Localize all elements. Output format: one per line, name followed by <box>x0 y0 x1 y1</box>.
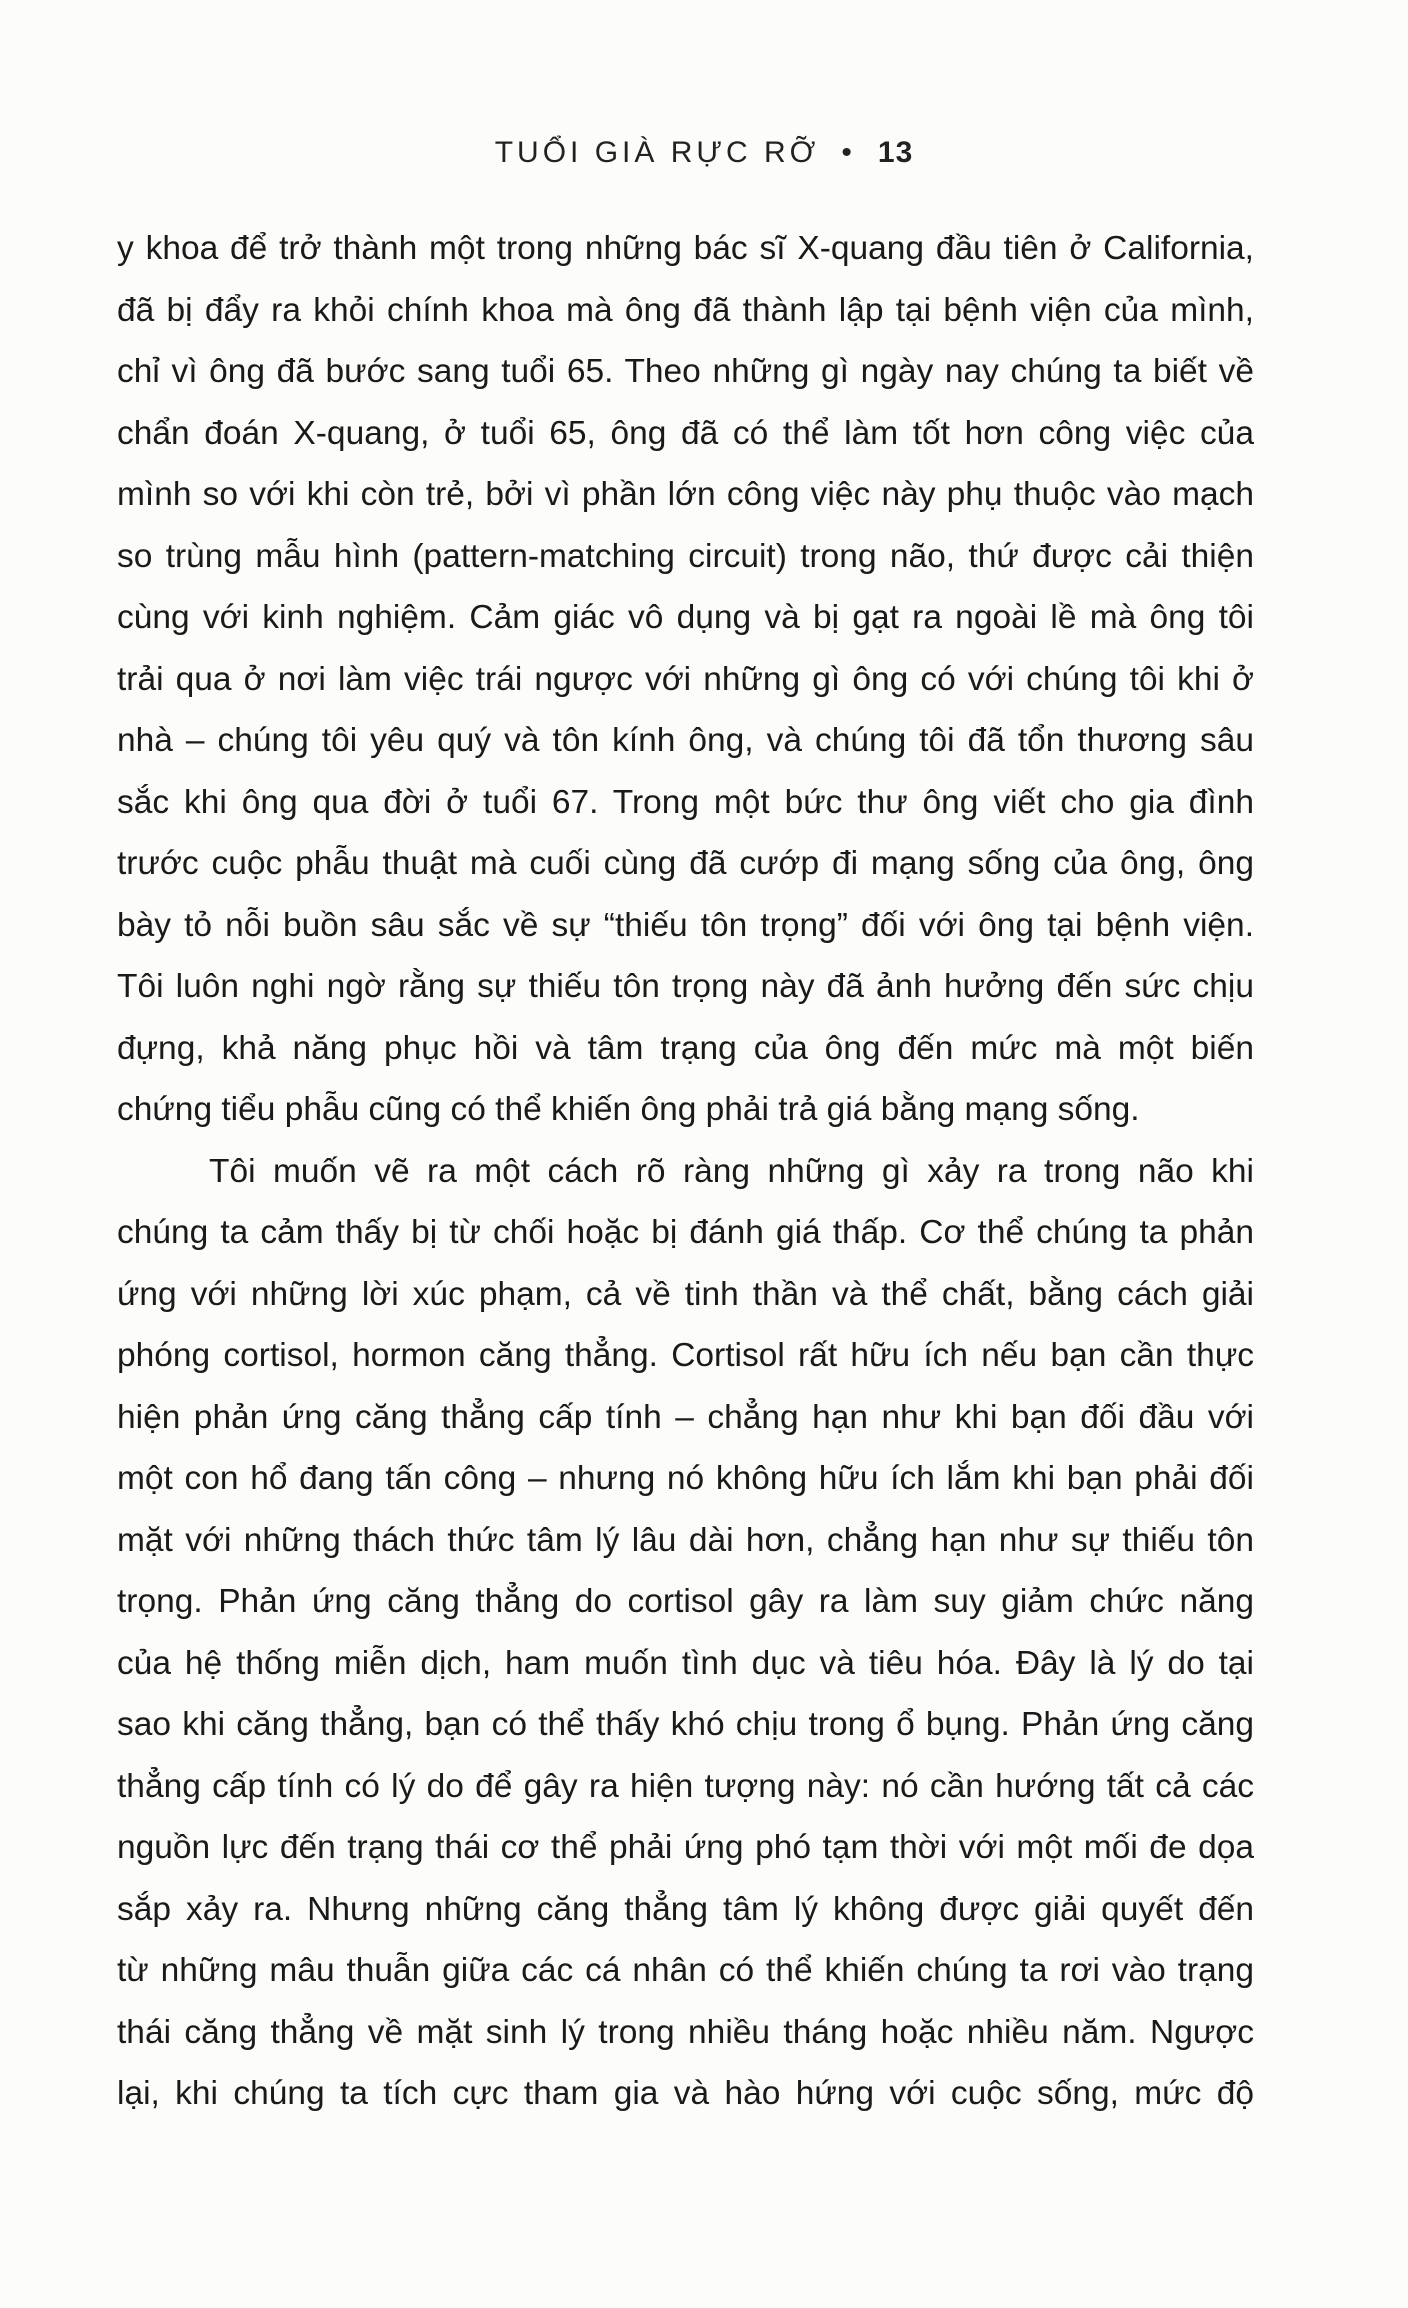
text-line: ứng với những lời xúc phạm, cả về tinh thần và thể chất, bằng cách giải <box>117 1275 1254 1313</box>
text-line: nguồn lực đến trạng thái cơ thể phải ứng phó tạm thời với một mối đe dọa <box>117 1829 1254 1866</box>
body-text <box>117 218 1254 2125</box>
text-line: mặt với những thách thức tâm lý lâu dài hơn, chẳng hạn như sự thiếu tôn <box>117 1521 1254 1559</box>
text-line: chúng ta cảm thấy bị từ chối hoặc bị đánh giá thấp. Cơ thể chúng ta phản <box>117 1214 1254 1251</box>
text-line: trước cuộc phẫu thuật mà cuối cùng đã cướp đi mạng sống của ông, ông <box>117 845 1254 882</box>
text-line: mình so với khi còn trẻ, bởi vì phần lớn công việc này phụ thuộc vào mạch <box>117 476 1254 513</box>
text-line: sao khi căng thẳng, bạn có thể thấy khó chịu trong ổ bụng. Phản ứng căng <box>117 1706 1254 1743</box>
text-line: trọng. Phản ứng căng thẳng do cortisol gây ra làm suy giảm chức năng <box>117 1583 1254 1620</box>
text-line: bày tỏ nỗi buồn sâu sắc về sự “thiếu tôn trọng” đối với ông tại bệnh viện. <box>117 906 1254 944</box>
header-title: TUỔI GIÀ RỰC RỠ <box>494 136 820 169</box>
text-line: cùng với kinh nghiệm. Cảm giác vô dụng và bị gạt ra ngoài lề mà ông tôi <box>117 599 1254 636</box>
text-line: một con hổ đang tấn công – nhưng nó không hữu ích lắm khi bạn phải đối <box>117 1460 1254 1497</box>
text-line: thẳng cấp tính có lý do để gây ra hiện tượng này: nó cần hướng tất cả các <box>117 1767 1254 1805</box>
text-line: sắp xảy ra. Nhưng những căng thẳng tâm lý không được giải quyết đến <box>117 1890 1254 1928</box>
text-line: hiện phản ứng căng thẳng cấp tính – chẳng hạn như khi bạn đối đầu với <box>117 1398 1254 1436</box>
text-line: y khoa để trở thành một trong những bác sĩ X-quang đầu tiên ở California, <box>117 230 1254 267</box>
text-line: trải qua ở nơi làm việc trái ngược với những gì ông có với chúng tôi khi ở <box>117 660 1254 698</box>
paragraph-end-line: chứng tiểu phẫu cũng có thể khiến ông phải trả giá bằng mạng sống. <box>117 1091 1140 1128</box>
text-line: phóng cortisol, hormon căng thẳng. Cortisol rất hữu ích nếu bạn cần thực <box>117 1337 1254 1374</box>
text-line: đã bị đẩy ra khỏi chính khoa mà ông đã thành lập tại bệnh viện của mình, <box>117 291 1254 329</box>
text-line: của hệ thống miễn dịch, ham muốn tình dục và tiêu hóa. Đây là lý do tại <box>117 1644 1254 1682</box>
text-line: sắc khi ông qua đời ở tuổi 67. Trong một bức thư ông viết cho gia đình <box>117 783 1254 821</box>
text-line: chẩn đoán X-quang, ở tuổi 65, ông đã có thể làm tốt hơn công việc của <box>117 414 1254 452</box>
text-line: Tôi luôn nghi ngờ rằng sự thiếu tôn trọng này đã ảnh hưởng đến sức chịu <box>117 968 1254 1005</box>
text-line: thái căng thẳng về mặt sinh lý trong nhiều tháng hoặc nhiều năm. Ngược <box>117 2013 1254 2051</box>
running-header <box>0 136 1408 170</box>
text-line: so trùng mẫu hình (pattern-matching circuit) trong não, thứ được cải thiện <box>117 537 1254 575</box>
page-number: 13 <box>877 136 914 169</box>
text-line: nhà – chúng tôi yêu quý và tôn kính ông, và chúng tôi đã tổn thương sâu <box>117 722 1254 759</box>
text-line: từ những mâu thuẫn giữa các cá nhân có thể khiến chúng ta rơi vào trạng <box>117 1952 1254 1989</box>
text-line: lại, khi chúng ta tích cực tham gia và hào hứng với cuộc sống, mức độ <box>117 2075 1254 2112</box>
header-separator: • <box>841 136 856 169</box>
paragraph-start-line: Tôi muốn vẽ ra một cách rõ ràng những gì xảy ra trong não khi <box>209 1152 1254 1190</box>
text-line: chỉ vì ông đã bước sang tuổi 65. Theo những gì ngày nay chúng ta biết về <box>117 353 1254 390</box>
text-line: đựng, khả năng phục hồi và tâm trạng của ông đến mức mà một biến <box>117 1029 1254 1067</box>
